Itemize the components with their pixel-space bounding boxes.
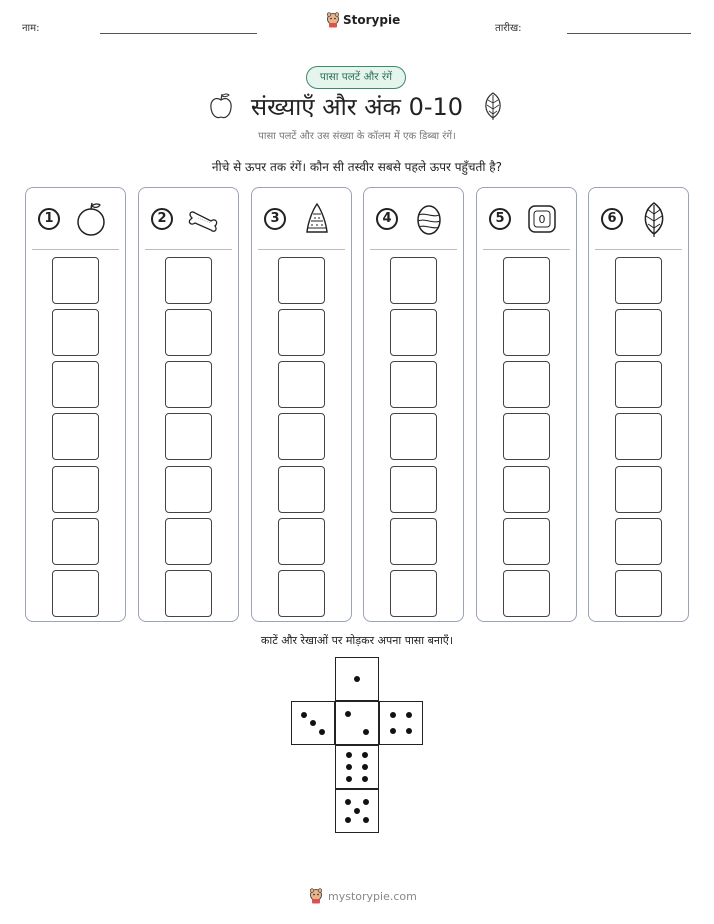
candy-corn-icon <box>300 201 334 237</box>
color-box[interactable] <box>503 570 550 617</box>
column-number: 5 <box>489 208 511 230</box>
date-line <box>567 33 691 34</box>
color-box[interactable] <box>165 309 212 356</box>
color-box[interactable] <box>503 361 550 408</box>
die-pip <box>390 728 396 734</box>
color-box[interactable] <box>615 570 662 617</box>
die-pip <box>301 712 307 718</box>
die-face <box>379 701 423 745</box>
leaf-icon <box>637 201 671 237</box>
die-pip <box>354 676 360 682</box>
die-pip <box>362 776 368 782</box>
color-box[interactable] <box>52 518 99 565</box>
color-box[interactable] <box>52 413 99 460</box>
color-box[interactable] <box>390 466 437 513</box>
brand-name: Storypie <box>343 13 401 27</box>
die-face <box>335 657 379 701</box>
brand-logo <box>326 12 400 28</box>
color-box[interactable] <box>615 309 662 356</box>
color-box[interactable] <box>165 413 212 460</box>
color-box[interactable] <box>390 570 437 617</box>
color-box[interactable] <box>615 413 662 460</box>
column-divider <box>32 249 119 250</box>
column-6 <box>588 187 689 622</box>
die-pip <box>319 729 325 735</box>
color-box[interactable] <box>615 361 662 408</box>
color-box[interactable] <box>615 257 662 304</box>
color-box[interactable] <box>278 466 325 513</box>
die-pip <box>363 817 369 823</box>
color-box[interactable] <box>165 361 212 408</box>
page-subtitle: पासा पलटें और उस संख्या के कॉलम में एक डिब्बा रंगें। <box>258 131 456 142</box>
name-line <box>100 33 257 34</box>
color-box[interactable] <box>52 466 99 513</box>
footer-url: mystorypie.com <box>328 889 417 903</box>
color-box[interactable] <box>390 361 437 408</box>
color-box[interactable] <box>52 361 99 408</box>
color-box[interactable] <box>390 309 437 356</box>
die-pip <box>346 752 352 758</box>
color-box[interactable] <box>390 518 437 565</box>
color-box[interactable] <box>503 257 550 304</box>
column-number: 2 <box>151 208 173 230</box>
color-box[interactable] <box>278 309 325 356</box>
color-box[interactable] <box>503 466 550 513</box>
color-box[interactable] <box>390 257 437 304</box>
column-divider <box>145 249 232 250</box>
column-3 <box>251 187 352 622</box>
color-box[interactable] <box>278 518 325 565</box>
die-pip <box>362 752 368 758</box>
die-pip <box>354 808 360 814</box>
die-pip <box>346 764 352 770</box>
date-label: तारीख: <box>495 23 522 34</box>
color-box[interactable] <box>165 570 212 617</box>
die-pip <box>362 764 368 770</box>
page-title: संख्याएँ और अंक 0-10 <box>250 93 464 121</box>
column-number: 4 <box>376 208 398 230</box>
color-box[interactable] <box>278 257 325 304</box>
die-pip <box>345 799 351 805</box>
die-face <box>291 701 335 745</box>
die-pip <box>346 776 352 782</box>
color-box[interactable] <box>52 257 99 304</box>
name-label: नाम: <box>22 23 40 34</box>
color-box[interactable] <box>615 466 662 513</box>
color-box[interactable] <box>390 413 437 460</box>
activity-badge: पासा पलटें और रंगें <box>306 66 406 89</box>
number-block-icon <box>525 201 559 237</box>
leaf-icon <box>480 91 506 121</box>
color-box[interactable] <box>165 518 212 565</box>
die-pip <box>345 711 351 717</box>
footer <box>309 888 417 904</box>
cut-instruction: काटें और रेखाओं पर मोड़कर अपना पासा बनाएँ। <box>260 634 454 647</box>
color-box[interactable] <box>165 466 212 513</box>
die-face <box>335 701 379 745</box>
die-pip <box>363 729 369 735</box>
color-box[interactable] <box>278 570 325 617</box>
die-pip <box>406 712 412 718</box>
column-number: 1 <box>38 208 60 230</box>
column-divider <box>595 249 682 250</box>
die-face <box>335 789 379 833</box>
instruction-text: नीचे से ऊपर तक रंगें। कौन सी तस्वीर सबसे पहले ऊपर पहुँचती है? <box>211 160 503 174</box>
die-pip <box>345 817 351 823</box>
easter-egg-icon <box>412 201 446 237</box>
die-pip <box>310 720 316 726</box>
color-box[interactable] <box>615 518 662 565</box>
color-box[interactable] <box>278 361 325 408</box>
block-digit: 0 <box>538 213 546 226</box>
column-divider <box>483 249 570 250</box>
color-box[interactable] <box>52 570 99 617</box>
color-box[interactable] <box>278 413 325 460</box>
color-box[interactable] <box>503 413 550 460</box>
storypie-mascot-icon <box>326 12 340 28</box>
color-box[interactable] <box>503 309 550 356</box>
apple-icon <box>74 201 108 237</box>
die-pip <box>406 728 412 734</box>
color-box[interactable] <box>52 309 99 356</box>
column-1 <box>25 187 126 622</box>
storypie-mascot-icon <box>309 888 323 904</box>
column-number: 3 <box>264 208 286 230</box>
column-4 <box>363 187 464 622</box>
color-box[interactable] <box>165 257 212 304</box>
column-5 <box>476 187 577 622</box>
column-divider <box>258 249 345 250</box>
die-pip <box>363 799 369 805</box>
column-2 <box>138 187 239 622</box>
color-box[interactable] <box>503 518 550 565</box>
die-face <box>335 745 379 789</box>
column-divider <box>370 249 457 250</box>
die-pip <box>390 712 396 718</box>
column-number: 6 <box>601 208 623 230</box>
bone-icon <box>187 201 221 237</box>
